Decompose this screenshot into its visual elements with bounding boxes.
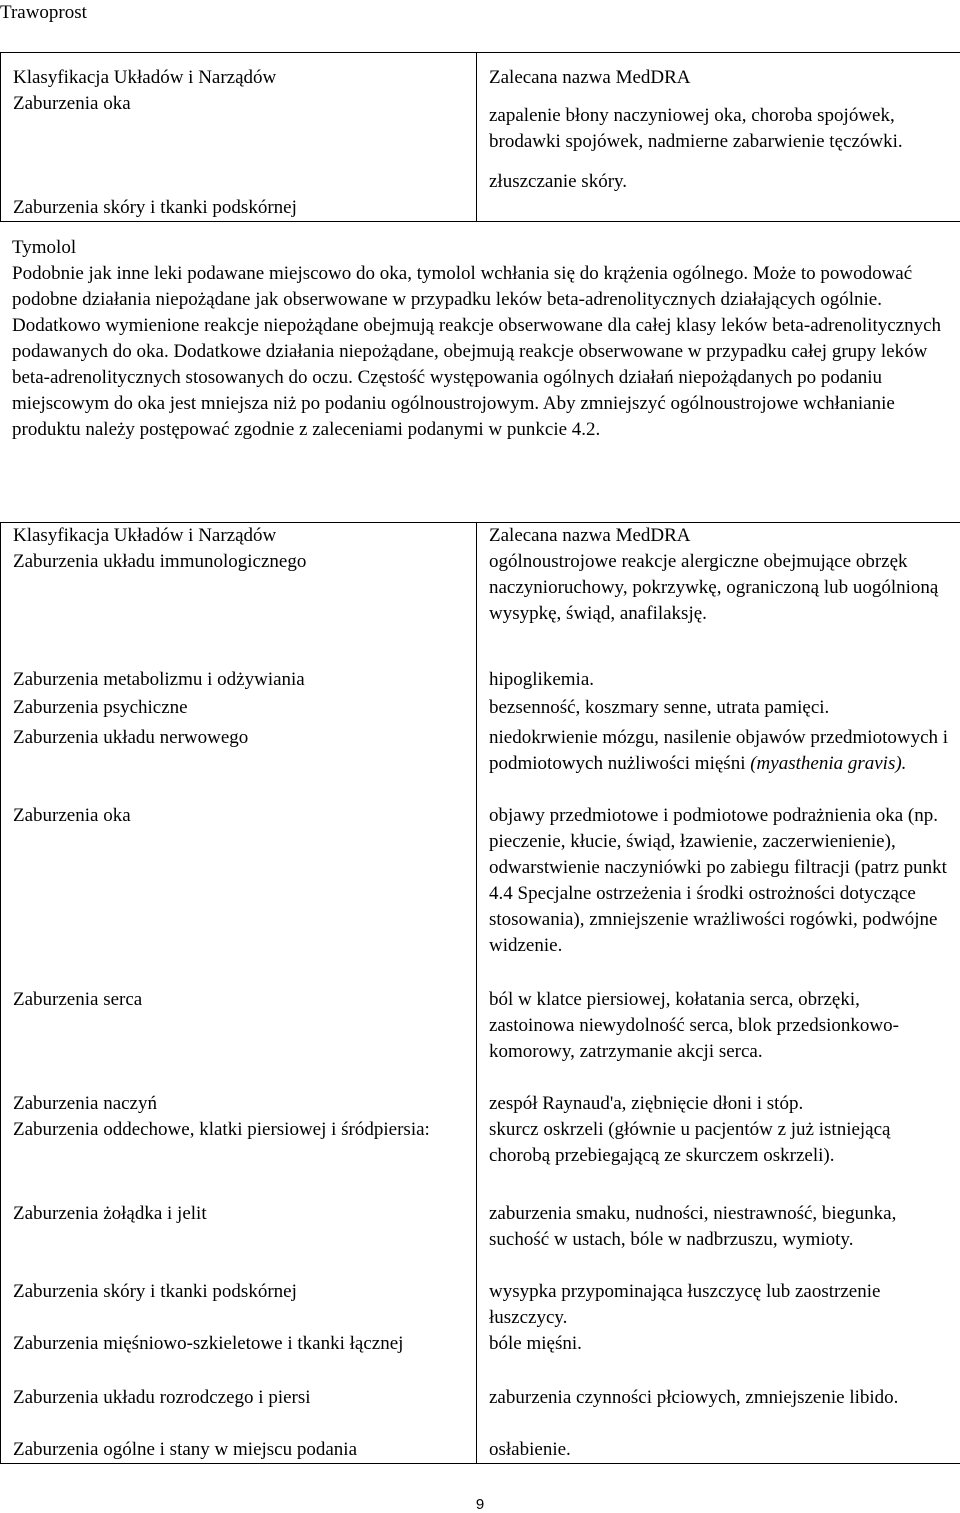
organ-class-cell: Zaburzenia oddechowe, klatki piersiowej i śródpiersia: [13, 1119, 430, 1140]
organ-class-cell: Zaburzenia psychiczne [13, 697, 188, 718]
section-heading-timolol: Tymolol [12, 237, 77, 258]
meddra-term-cell: objawy przedmiotowe i podmiotowe podrażnienia oka (np. pieczenie, kłucie, świąd, łzawienie, zaczerwienienie), odwarstwienie naczyniówki po zabiegu filtracji (patrz punkt 4.4 Specjalne ostrzeżenia i środki ostrożności dotyczące stosowania), zmniejszenie wrażliwości rogówki, podwójne widzenie. [489, 805, 947, 956]
organ-class-cell: Zaburzenia metabolizmu i odżywiania [13, 669, 305, 690]
meddra-term-cell: bezsenność, koszmary senne, utrata pamięci. [489, 697, 830, 718]
adverse-reactions-table-timolol [0, 522, 960, 1464]
meddra-term-cell: bóle mięśni. [489, 1333, 582, 1354]
organ-class-cell: Zaburzenia mięśniowo-szkieletowe i tkanki łącznej [13, 1333, 404, 1354]
organ-class-column [1, 523, 477, 1464]
section-heading-trawoprost: Trawoprost [0, 2, 87, 23]
organ-class-cell: Zaburzenia serca [13, 989, 143, 1010]
meddra-term-cell [489, 725, 950, 803]
timolol-section [12, 235, 947, 443]
meddra-term-cell: zapalenie błony naczyniowej oka, choroba spojówek, brodawki spojówek, nadmierne zabarwienie tęczówki. [489, 105, 903, 152]
meddra-term-cell: wysypka przypominająca łuszczycę lub zaostrzenie łuszczycy. [489, 1281, 881, 1328]
meddra-term-cell: zaburzenia czynności płciowych, zmniejszenie libido. [489, 1387, 899, 1408]
organ-class-cell: Zaburzenia oka [13, 93, 131, 114]
column-header-organ-class: Klasyfikacja Układów i Narządów [13, 67, 277, 88]
organ-class-cell: Zaburzenia układu immunologicznego [13, 551, 307, 572]
meddra-term-text: niedokrwienie mózgu, nasilenie objawów przedmiotowych i podmiotowych nużliwości mięśni [489, 727, 949, 774]
organ-class-cell: Zaburzenia żołądka i jelit [13, 1203, 207, 1224]
organ-class-cell: Zaburzenia oka [13, 805, 131, 826]
organ-class-cell: Zaburzenia skóry i tkanki podskórnej [13, 1281, 297, 1302]
column-header-meddra: Zalecana nazwa MedDRA [489, 525, 691, 546]
meddra-term-italic: (myasthenia gravis). [750, 753, 907, 774]
adverse-reactions-table-travoprost [0, 52, 960, 222]
column-header-organ-class: Klasyfikacja Układów i Narządów [13, 525, 277, 546]
organ-class-cell: Zaburzenia skóry i tkanki podskórnej [13, 197, 297, 218]
meddra-term-cell: hipoglikemia. [489, 669, 595, 690]
organ-class-cell: Zaburzenia układu rozrodczego i piersi [13, 1387, 311, 1408]
meddra-term-cell: złuszczanie skóry. [489, 171, 628, 192]
meddra-term-cell: ból w klatce piersiowej, kołatania serca, obrzęki, zastoinowa niewydolność serca, blok przedsionkowo-komorowy, zatrzymanie akcji serca. [489, 989, 899, 1062]
timolol-paragraph: Podobnie jak inne leki podawane miejscowo do oka, tymolol wchłania się do krążenia ogólnego. Może to powodować podobne działania niepożądane jak obserwowane w przypadku leków beta-adrenolitycznych działających ogólnie. Dodatkowo wymienione reakcje niepożądane obejmują reakcje obserwowane dla całej klasy leków beta-adrenolitycznych podawanych do oka. Dodatkowe działania niepożądane, obejmują reakcje obserwowane w przypadku całej grupy leków beta-adrenolitycznych stosowanych do oczu. Częstość występowania ogólnych działań niepożądanych po podaniu miejscowym do oka jest mniejsza niż po podaniu ogólnoustrojowym. Aby zmniejszyć ogólnoustrojowe wchłanianie produktu należy postępować zgodnie z zaleceniami podanymi w punkcie 4.2. [12, 263, 942, 440]
column-header-meddra: Zalecana nazwa MedDRA [489, 67, 691, 88]
meddra-term-cell: ogólnoustrojowe reakcje alergiczne obejmujące obrzęk naczynioruchowy, pokrzywkę, ograniczoną lub uogólnioną wysypkę, świąd, anafilaksję. [489, 551, 939, 624]
organ-class-cell: Zaburzenia ogólne i stany w miejscu podania [13, 1439, 358, 1460]
organ-class-cell: Zaburzenia układu nerwowego [13, 727, 249, 748]
meddra-term-cell: skurcz oskrzeli (głównie u pacjentów z już istniejącą chorobą przebiegającą ze skurczem oskrzeli). [489, 1119, 891, 1166]
organ-class-cell: Zaburzenia naczyń [13, 1093, 157, 1114]
meddra-term-column [477, 523, 960, 1464]
meddra-term-cell: zaburzenia smaku, nudności, niestrawność, biegunka, suchość w ustach, bóle w nadbrzuszu, wymioty. [489, 1203, 897, 1250]
page-number: 9 [475, 1496, 485, 1513]
meddra-term-cell: zespół Raynaud'a, ziębnięcie dłoni i stóp. [489, 1093, 804, 1114]
meddra-term-cell: osłabienie. [489, 1439, 571, 1460]
organ-class-column [1, 53, 477, 222]
meddra-term-column [477, 53, 960, 222]
